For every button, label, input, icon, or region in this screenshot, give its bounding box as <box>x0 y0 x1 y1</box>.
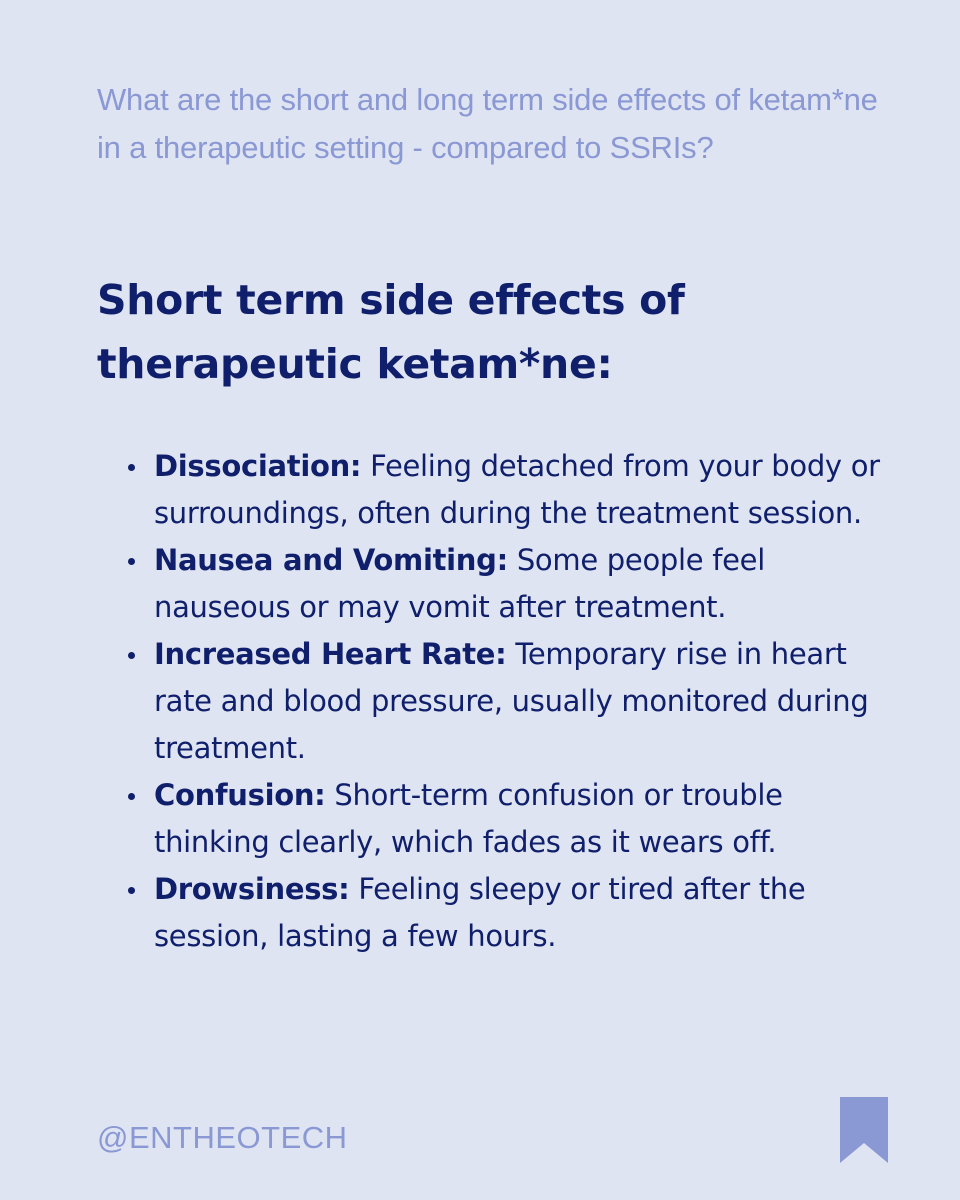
item-term: Increased Heart Rate: <box>154 637 507 671</box>
page-title: Short term side effects of therapeutic ketam*ne: <box>97 276 685 388</box>
list-item <box>126 866 886 960</box>
list-item <box>126 772 886 866</box>
item-text: Short-term confusion or trouble thinking clearly, which fades as it wears off. <box>154 778 783 859</box>
question-text: What are the short and long term side effects of ketam*ne in a therapeutic setting - compared to SSRIs? <box>97 82 878 165</box>
bullet-icon <box>128 652 135 659</box>
side-effects-list <box>126 443 886 960</box>
bullet-icon <box>128 793 135 800</box>
list-item <box>126 443 886 537</box>
item-term: Dissociation: <box>154 449 362 483</box>
account-handle: @ENTHEOTECH <box>97 1120 348 1155</box>
bullet-icon <box>128 558 135 565</box>
list-item <box>126 631 886 772</box>
item-term: Drowsiness: <box>154 872 350 906</box>
item-text: Temporary rise in heart rate and blood pressure, usually monitored during treatment. <box>154 637 869 765</box>
item-text: Feeling detached from your body or surroundings, often during the treatment session. <box>154 449 880 530</box>
bookmark-icon[interactable] <box>840 1097 888 1163</box>
item-term: Confusion: <box>154 778 326 812</box>
item-term: Nausea and Vomiting: <box>154 543 508 577</box>
list-item <box>126 537 886 631</box>
item-text: Feeling sleepy or tired after the session, lasting a few hours. <box>154 872 806 953</box>
bullet-icon <box>128 887 135 894</box>
bullet-icon <box>128 464 135 471</box>
item-text: Some people feel nauseous or may vomit after treatment. <box>154 543 765 624</box>
